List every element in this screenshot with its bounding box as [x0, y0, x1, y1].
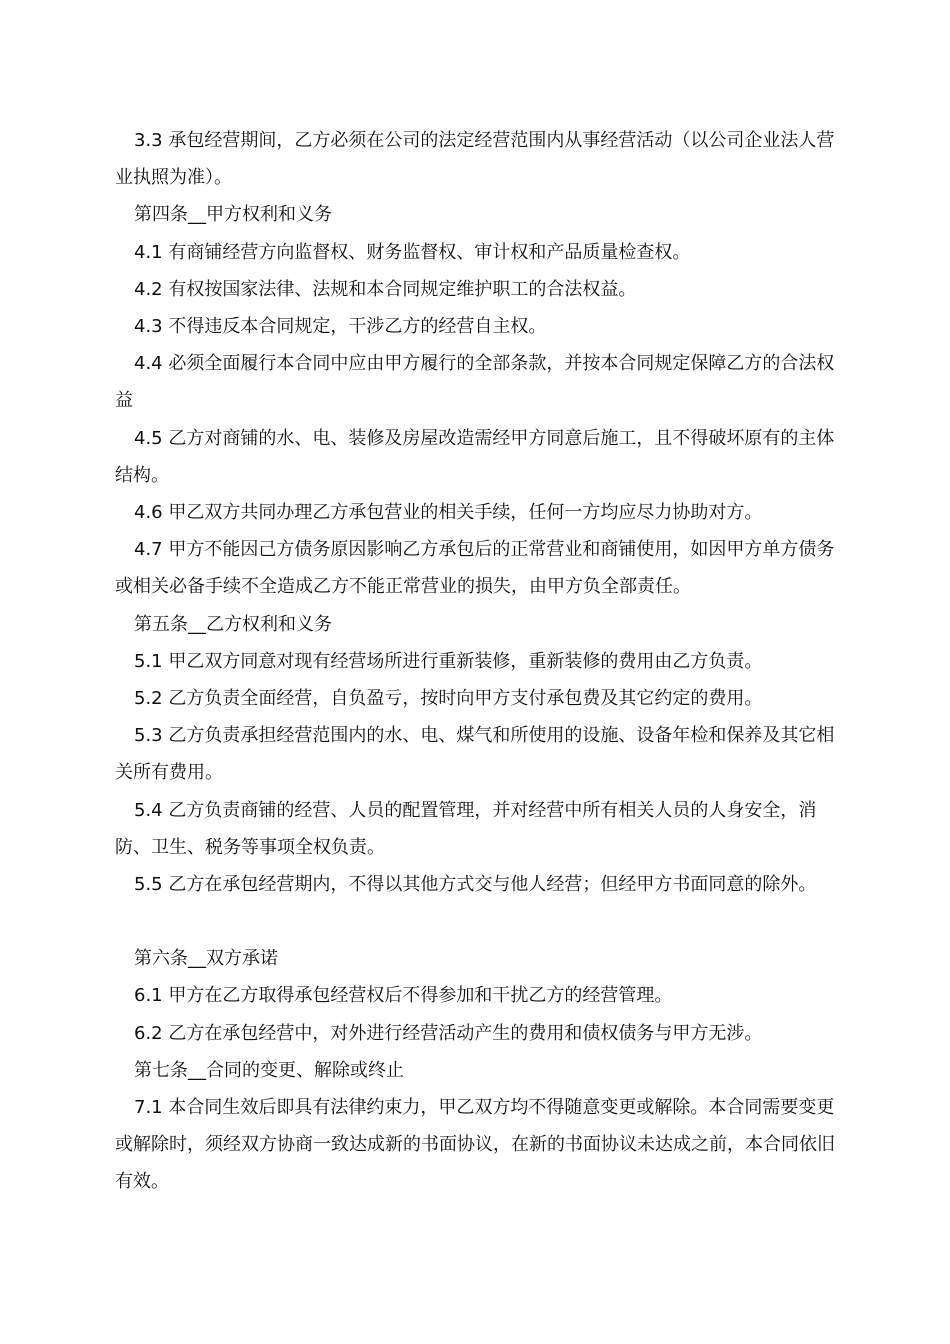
clause-4-5: 4.5 乙方对商铺的水、电、装修及房屋改造需经甲方同意后施工，且不得破坏原有的主体结构。 [115, 427, 835, 486]
document-body [115, 122, 845, 1201]
clause-4-3: 4.3 不得违反本合同规定，干涉乙方的经营自主权。 [134, 316, 547, 338]
clause-4-6: 4.6 甲乙双方共同办理乙方承包营业的相关手续，任何一方均应尽力协助对方。 [134, 502, 763, 524]
clause-5-3: 5.3 乙方负责承担经营范围内的水、电、煤气和所使用的设施、设备年检和保养及其它相关所有费用。 [115, 725, 835, 784]
clause-6-2: 6.2 乙方在承包经营中，对外进行经营活动产生的费用和债权债务与甲方无涉。 [134, 1022, 763, 1044]
clause-7-1: 7.1 本合同生效后即具有法律约束力，甲乙双方均不得随意变更或解除。本合同需要变更或解除时，须经双方协商一致达成新的书面协议，在新的书面协议未达成之前，本合同依旧有效。 [115, 1097, 835, 1193]
clause-5-1: 5.1 甲乙双方同意对现有经营场所进行重新装修，重新装修的费用由乙方负责。 [134, 650, 763, 672]
clause-4-7: 4.7 甲方不能因己方债务原因影响乙方承包后的正常营业和商铺使用，如因甲方单方债务或相关必备手续不全造成乙方不能正常营业的损失，由甲方负全部责任。 [115, 539, 835, 598]
paragraph-gap [115, 903, 845, 940]
clause-6-1: 6.1 甲方在乙方取得承包经营权后不得参加和干扰乙方的经营管理。 [134, 985, 673, 1007]
clause-5-5: 5.5 乙方在承包经营期内，不得以其他方式交与他人经营；但经甲方书面同意的除外。 [134, 874, 817, 896]
article-7-heading: 第七条__合同的变更、解除或终止 [134, 1059, 404, 1081]
article-5-heading: 第五条__乙方权利和义务 [134, 613, 332, 635]
article-6-heading: 第六条__双方承诺 [134, 948, 278, 970]
clause-5-4: 5.4 乙方负责商铺的经营、人员的配置管理，并对经营中所有相关人员的人身安全，消防、卫生、税务等事项全权负责。 [115, 799, 817, 858]
clause-3-3: 3.3 承包经营期间，乙方必须在公司的法定经营范围内从事经营活动（以公司企业法人营业执照为准）。 [115, 130, 835, 189]
clause-4-2: 4.2 有权按国家法律、法规和本合同规定维护职工的合法权益。 [134, 278, 637, 300]
clause-4-4: 4.4 必须全面履行本合同中应由甲方履行的全部条款，并按本合同规定保障乙方的合法权益 [115, 353, 835, 412]
clause-4-1: 4.1 有商铺经营方向监督权、财务监督权、审计权和产品质量检查权。 [134, 241, 691, 263]
clause-5-2: 5.2 乙方负责全面经营，自负盈亏，按时向甲方支付承包费及其它约定的费用。 [134, 688, 763, 710]
article-4-heading: 第四条__甲方权利和义务 [134, 204, 332, 226]
